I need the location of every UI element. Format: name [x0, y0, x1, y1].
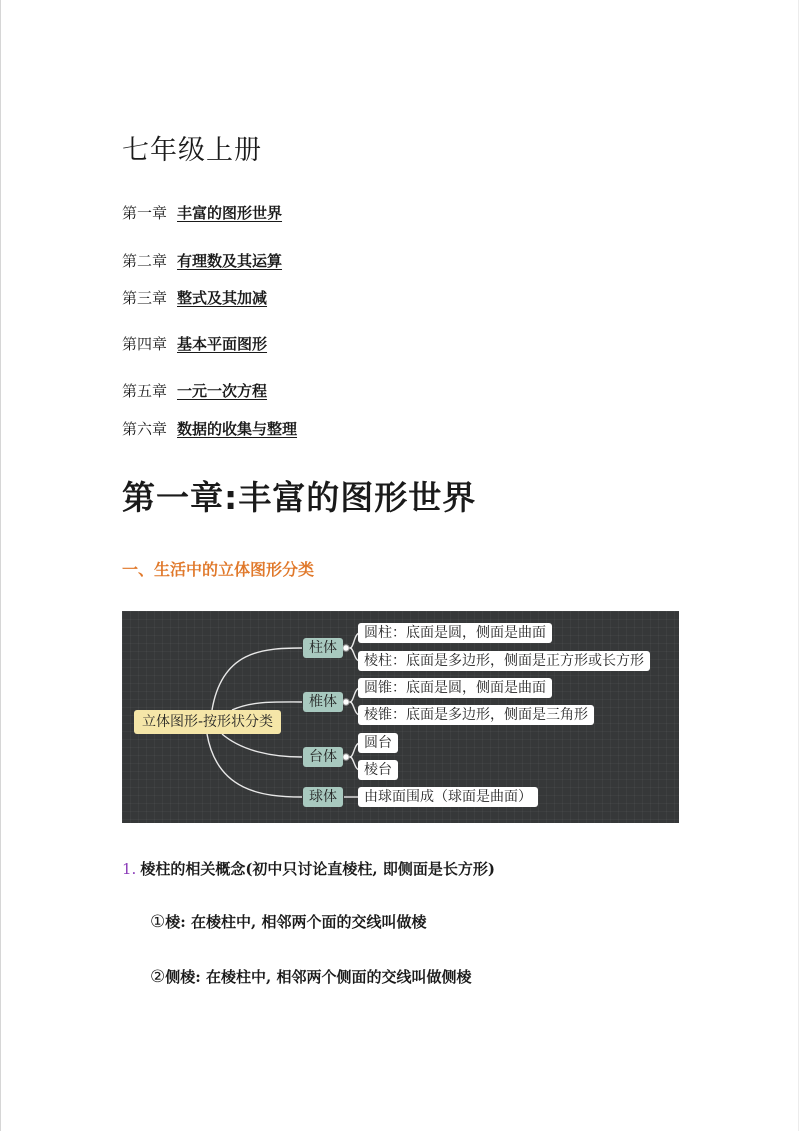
paragraph-number: 1. — [122, 860, 137, 878]
mind-map-leaf-node[interactable]: 棱锥：底面是多边形，侧面是三角形 — [358, 705, 594, 725]
mind-map-root-node[interactable]: 立体图形-按形状分类 — [134, 710, 281, 734]
mind-map-leaf-node[interactable]: 圆锥：底面是圆，侧面是曲面 — [358, 678, 552, 698]
collapse-node-icon — [343, 645, 349, 651]
paragraph-text: 棱柱的相关概念(初中只讨论直棱柱, 即侧面是长方形) — [140, 860, 495, 878]
connector-line — [212, 648, 302, 710]
toc-chapter-number: 第二章 — [122, 252, 168, 270]
toc-item — [122, 250, 282, 271]
section-heading: 一、生活中的立体图形分类 — [122, 560, 315, 579]
mind-map-branch-node[interactable]: 柱体 — [303, 638, 343, 658]
toc-chapter-link[interactable]: 整式及其加减 — [177, 289, 268, 307]
mind-map-leaf-node[interactable]: 由球面围成（球面是曲面） — [358, 787, 538, 807]
definition-text: 侧棱: 在棱柱中, 相邻两个侧面的交线叫做侧棱 — [165, 968, 472, 986]
mind-map-branch-node[interactable]: 台体 — [303, 747, 343, 767]
toc-chapter-link[interactable]: 有理数及其运算 — [177, 252, 283, 270]
numbered-paragraph — [122, 858, 495, 879]
toc-chapter-link[interactable]: 一元一次方程 — [177, 382, 268, 400]
toc-item — [122, 287, 267, 308]
mind-map-leaf-node[interactable]: 棱台 — [358, 760, 398, 780]
mind-map-branch-node[interactable]: 椎体 — [303, 692, 343, 712]
connector-line — [207, 734, 302, 797]
mind-map-leaf-node[interactable]: 圆柱：底面是圆，侧面是曲面 — [358, 623, 552, 643]
definition-text: 棱: 在棱柱中, 相邻两个面的交线叫做棱 — [165, 913, 427, 931]
toc-item — [122, 380, 267, 401]
book-title: 七年级上册 — [122, 135, 262, 166]
toc-chapter-number: 第四章 — [122, 335, 168, 353]
toc-chapter-number: 第六章 — [122, 420, 168, 438]
connector-line — [222, 734, 302, 757]
mind-map-leaf-node[interactable]: 棱柱：底面是多边形，侧面是正方形或长方形 — [358, 651, 650, 671]
toc-chapter-number: 第一章 — [122, 204, 168, 222]
toc-chapter-number: 第三章 — [122, 289, 168, 307]
toc-item — [122, 333, 267, 354]
mind-map-diagram — [122, 611, 679, 823]
toc-item — [122, 418, 297, 439]
definition-item — [150, 966, 471, 987]
toc-item — [122, 202, 282, 223]
collapse-node-icon — [343, 699, 349, 705]
circled-number: ② — [150, 967, 166, 987]
toc-chapter-link[interactable]: 数据的收集与整理 — [177, 420, 298, 438]
mind-map-leaf-node[interactable]: 圆台 — [358, 733, 398, 753]
collapse-node-icon — [343, 754, 349, 760]
toc-chapter-link[interactable]: 丰富的图形世界 — [177, 204, 283, 222]
toc-chapter-link[interactable]: 基本平面图形 — [177, 335, 268, 353]
connector-line — [232, 702, 302, 710]
definition-item — [150, 911, 426, 932]
chapter-heading: 第一章:丰富的图形世界 — [122, 478, 477, 517]
toc-chapter-number: 第五章 — [122, 382, 168, 400]
mind-map-branch-node[interactable]: 球体 — [303, 787, 343, 807]
circled-number: ① — [150, 912, 166, 932]
